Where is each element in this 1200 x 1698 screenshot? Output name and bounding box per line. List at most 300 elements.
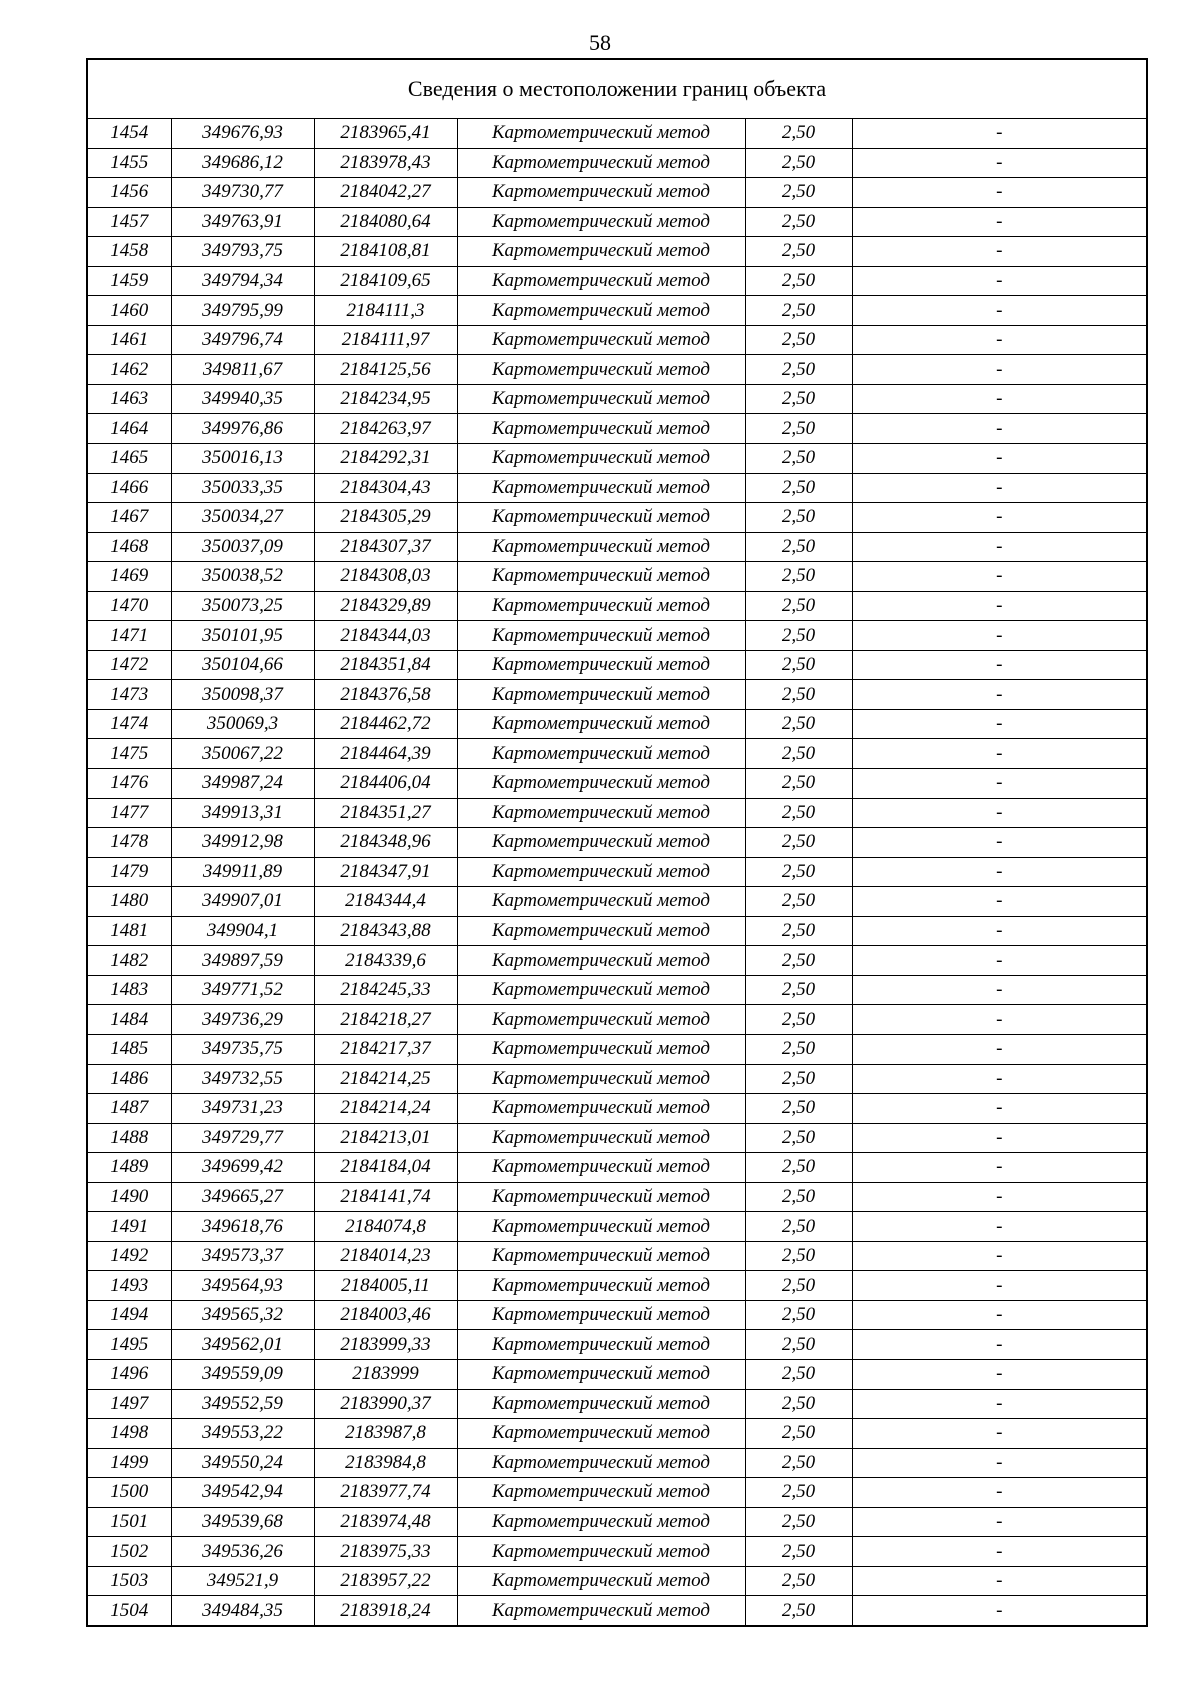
cell-coordinate-y: 2184141,74 bbox=[314, 1182, 457, 1212]
cell-method: Картометрический метод bbox=[457, 1241, 745, 1271]
cell-method: Картометрический метод bbox=[457, 591, 745, 621]
table-row bbox=[87, 119, 1147, 149]
cell-accuracy: 2,50 bbox=[745, 1241, 852, 1271]
cell-coordinate-x: 349763,91 bbox=[171, 207, 314, 237]
cell-method: Картометрический метод bbox=[457, 1300, 745, 1330]
cell-method: Картометрический метод bbox=[457, 769, 745, 799]
cell-method: Картометрический метод bbox=[457, 916, 745, 946]
cell-description: - bbox=[852, 1389, 1147, 1419]
cell-coordinate-y: 2184245,33 bbox=[314, 975, 457, 1005]
cell-description: - bbox=[852, 296, 1147, 326]
cell-coordinate-y: 2184214,24 bbox=[314, 1094, 457, 1124]
cell-description: - bbox=[852, 178, 1147, 208]
cell-accuracy: 2,50 bbox=[745, 1507, 852, 1537]
cell-description: - bbox=[852, 119, 1147, 149]
cell-method: Картометрический метод bbox=[457, 119, 745, 149]
cell-description: - bbox=[852, 975, 1147, 1005]
cell-point-number: 1464 bbox=[87, 414, 171, 444]
cell-coordinate-x: 349794,34 bbox=[171, 266, 314, 296]
cell-accuracy: 2,50 bbox=[745, 207, 852, 237]
table-row bbox=[87, 1241, 1147, 1271]
cell-description: - bbox=[852, 1034, 1147, 1064]
cell-coordinate-y: 2184074,8 bbox=[314, 1212, 457, 1242]
table-row bbox=[87, 1330, 1147, 1360]
cell-description: - bbox=[852, 591, 1147, 621]
cell-method: Картометрический метод bbox=[457, 503, 745, 533]
table-row bbox=[87, 325, 1147, 355]
cell-method: Картометрический метод bbox=[457, 1448, 745, 1478]
cell-description: - bbox=[852, 1507, 1147, 1537]
cell-point-number: 1477 bbox=[87, 798, 171, 828]
cell-point-number: 1460 bbox=[87, 296, 171, 326]
cell-coordinate-y: 2183978,43 bbox=[314, 148, 457, 178]
cell-coordinate-y: 2184003,46 bbox=[314, 1300, 457, 1330]
table-row bbox=[87, 414, 1147, 444]
cell-method: Картометрический метод bbox=[457, 946, 745, 976]
cell-description: - bbox=[852, 503, 1147, 533]
cell-coordinate-y: 2184347,91 bbox=[314, 857, 457, 887]
cell-method: Картометрический метод bbox=[457, 1064, 745, 1094]
cell-description: - bbox=[852, 1419, 1147, 1449]
cell-description: - bbox=[852, 1359, 1147, 1389]
cell-method: Картометрический метод bbox=[457, 562, 745, 592]
table-row bbox=[87, 680, 1147, 710]
cell-method: Картометрический метод bbox=[457, 1271, 745, 1301]
cell-method: Картометрический метод bbox=[457, 1359, 745, 1389]
cell-description: - bbox=[852, 621, 1147, 651]
cell-accuracy: 2,50 bbox=[745, 1389, 852, 1419]
table-row bbox=[87, 798, 1147, 828]
table-row bbox=[87, 650, 1147, 680]
cell-method: Картометрический метод bbox=[457, 1094, 745, 1124]
cell-method: Картометрический метод bbox=[457, 709, 745, 739]
cell-coordinate-x: 349553,22 bbox=[171, 1419, 314, 1449]
cell-coordinate-x: 350038,52 bbox=[171, 562, 314, 592]
cell-coordinate-y: 2184344,03 bbox=[314, 621, 457, 651]
cell-coordinate-x: 349542,94 bbox=[171, 1478, 314, 1508]
cell-description: - bbox=[852, 1064, 1147, 1094]
cell-point-number: 1488 bbox=[87, 1123, 171, 1153]
table-row bbox=[87, 503, 1147, 533]
cell-coordinate-y: 2184263,97 bbox=[314, 414, 457, 444]
table-row bbox=[87, 1359, 1147, 1389]
cell-accuracy: 2,50 bbox=[745, 148, 852, 178]
cell-coordinate-y: 2184213,01 bbox=[314, 1123, 457, 1153]
cell-coordinate-x: 350067,22 bbox=[171, 739, 314, 769]
cell-method: Картометрический метод bbox=[457, 1566, 745, 1596]
table-row bbox=[87, 1448, 1147, 1478]
cell-coordinate-y: 2183999,33 bbox=[314, 1330, 457, 1360]
cell-accuracy: 2,50 bbox=[745, 857, 852, 887]
cell-coordinate-x: 349562,01 bbox=[171, 1330, 314, 1360]
cell-coordinate-y: 2183957,22 bbox=[314, 1566, 457, 1596]
cell-point-number: 1474 bbox=[87, 709, 171, 739]
cell-coordinate-x: 349732,55 bbox=[171, 1064, 314, 1094]
cell-coordinate-y: 2184464,39 bbox=[314, 739, 457, 769]
cell-point-number: 1468 bbox=[87, 532, 171, 562]
cell-description: - bbox=[852, 1448, 1147, 1478]
cell-method: Картометрический метод bbox=[457, 1389, 745, 1419]
cell-point-number: 1495 bbox=[87, 1330, 171, 1360]
cell-accuracy: 2,50 bbox=[745, 266, 852, 296]
cell-accuracy: 2,50 bbox=[745, 946, 852, 976]
cell-point-number: 1455 bbox=[87, 148, 171, 178]
cell-accuracy: 2,50 bbox=[745, 1566, 852, 1596]
cell-coordinate-y: 2183977,74 bbox=[314, 1478, 457, 1508]
cell-coordinate-x: 349904,1 bbox=[171, 916, 314, 946]
cell-coordinate-y: 2184292,31 bbox=[314, 444, 457, 474]
cell-method: Картометрический метод bbox=[457, 975, 745, 1005]
cell-point-number: 1481 bbox=[87, 916, 171, 946]
cell-accuracy: 2,50 bbox=[745, 414, 852, 444]
cell-point-number: 1454 bbox=[87, 119, 171, 149]
cell-method: Картометрический метод bbox=[457, 1123, 745, 1153]
table-row bbox=[87, 1123, 1147, 1153]
cell-point-number: 1462 bbox=[87, 355, 171, 385]
cell-coordinate-x: 350101,95 bbox=[171, 621, 314, 651]
cell-accuracy: 2,50 bbox=[745, 532, 852, 562]
cell-point-number: 1504 bbox=[87, 1596, 171, 1626]
cell-coordinate-y: 2184080,64 bbox=[314, 207, 457, 237]
cell-coordinate-x: 349550,24 bbox=[171, 1448, 314, 1478]
cell-description: - bbox=[852, 739, 1147, 769]
cell-coordinate-y: 2183965,41 bbox=[314, 119, 457, 149]
table-row bbox=[87, 1034, 1147, 1064]
cell-point-number: 1501 bbox=[87, 1507, 171, 1537]
cell-description: - bbox=[852, 1212, 1147, 1242]
cell-method: Картометрический метод bbox=[457, 414, 745, 444]
table-row bbox=[87, 473, 1147, 503]
cell-point-number: 1466 bbox=[87, 473, 171, 503]
cell-point-number: 1503 bbox=[87, 1566, 171, 1596]
cell-description: - bbox=[852, 650, 1147, 680]
cell-coordinate-y: 2184339,6 bbox=[314, 946, 457, 976]
cell-accuracy: 2,50 bbox=[745, 1212, 852, 1242]
table-row bbox=[87, 769, 1147, 799]
cell-method: Картометрический метод bbox=[457, 266, 745, 296]
cell-description: - bbox=[852, 444, 1147, 474]
cell-accuracy: 2,50 bbox=[745, 562, 852, 592]
cell-coordinate-y: 2183974,48 bbox=[314, 1507, 457, 1537]
table-row bbox=[87, 828, 1147, 858]
cell-coordinate-x: 349521,9 bbox=[171, 1566, 314, 1596]
cell-accuracy: 2,50 bbox=[745, 325, 852, 355]
cell-point-number: 1490 bbox=[87, 1182, 171, 1212]
cell-point-number: 1463 bbox=[87, 384, 171, 414]
cell-coordinate-x: 349987,24 bbox=[171, 769, 314, 799]
cell-coordinate-x: 349976,86 bbox=[171, 414, 314, 444]
cell-description: - bbox=[852, 207, 1147, 237]
cell-coordinate-y: 2184304,43 bbox=[314, 473, 457, 503]
cell-coordinate-x: 349795,99 bbox=[171, 296, 314, 326]
cell-point-number: 1476 bbox=[87, 769, 171, 799]
cell-accuracy: 2,50 bbox=[745, 680, 852, 710]
table-row bbox=[87, 355, 1147, 385]
cell-method: Картометрический метод bbox=[457, 798, 745, 828]
cell-description: - bbox=[852, 148, 1147, 178]
cell-accuracy: 2,50 bbox=[745, 1153, 852, 1183]
cell-description: - bbox=[852, 916, 1147, 946]
cell-method: Картометрический метод bbox=[457, 1537, 745, 1567]
cell-accuracy: 2,50 bbox=[745, 1300, 852, 1330]
cell-accuracy: 2,50 bbox=[745, 1448, 852, 1478]
cell-accuracy: 2,50 bbox=[745, 237, 852, 267]
cell-coordinate-x: 349912,98 bbox=[171, 828, 314, 858]
cell-point-number: 1480 bbox=[87, 887, 171, 917]
table-row bbox=[87, 887, 1147, 917]
table-row bbox=[87, 1596, 1147, 1626]
table-row bbox=[87, 916, 1147, 946]
table-row bbox=[87, 857, 1147, 887]
cell-description: - bbox=[852, 325, 1147, 355]
cell-point-number: 1485 bbox=[87, 1034, 171, 1064]
table-row bbox=[87, 739, 1147, 769]
cell-coordinate-x: 349811,67 bbox=[171, 355, 314, 385]
cell-coordinate-x: 350069,3 bbox=[171, 709, 314, 739]
cell-coordinate-y: 2184462,72 bbox=[314, 709, 457, 739]
cell-coordinate-y: 2183990,37 bbox=[314, 1389, 457, 1419]
cell-method: Картометрический метод bbox=[457, 887, 745, 917]
cell-description: - bbox=[852, 769, 1147, 799]
cell-description: - bbox=[852, 680, 1147, 710]
cell-point-number: 1489 bbox=[87, 1153, 171, 1183]
cell-accuracy: 2,50 bbox=[745, 916, 852, 946]
cell-coordinate-y: 2184343,88 bbox=[314, 916, 457, 946]
cell-coordinate-x: 349484,35 bbox=[171, 1596, 314, 1626]
cell-point-number: 1502 bbox=[87, 1537, 171, 1567]
cell-coordinate-x: 350016,13 bbox=[171, 444, 314, 474]
cell-coordinate-y: 2184305,29 bbox=[314, 503, 457, 533]
cell-description: - bbox=[852, 532, 1147, 562]
cell-coordinate-y: 2184348,96 bbox=[314, 828, 457, 858]
cell-description: - bbox=[852, 414, 1147, 444]
cell-description: - bbox=[852, 1566, 1147, 1596]
cell-coordinate-x: 349699,42 bbox=[171, 1153, 314, 1183]
cell-method: Картометрический метод bbox=[457, 621, 745, 651]
cell-method: Картометрический метод bbox=[457, 207, 745, 237]
cell-coordinate-x: 350037,09 bbox=[171, 532, 314, 562]
cell-point-number: 1471 bbox=[87, 621, 171, 651]
cell-accuracy: 2,50 bbox=[745, 119, 852, 149]
cell-description: - bbox=[852, 1094, 1147, 1124]
cell-description: - bbox=[852, 887, 1147, 917]
table-row bbox=[87, 207, 1147, 237]
cell-point-number: 1483 bbox=[87, 975, 171, 1005]
cell-method: Картометрический метод bbox=[457, 237, 745, 267]
cell-coordinate-y: 2184329,89 bbox=[314, 591, 457, 621]
cell-coordinate-y: 2183987,8 bbox=[314, 1419, 457, 1449]
cell-coordinate-y: 2183999 bbox=[314, 1359, 457, 1389]
cell-point-number: 1459 bbox=[87, 266, 171, 296]
cell-accuracy: 2,50 bbox=[745, 1596, 852, 1626]
cell-description: - bbox=[852, 1005, 1147, 1035]
cell-coordinate-y: 2184344,4 bbox=[314, 887, 457, 917]
cell-coordinate-y: 2183984,8 bbox=[314, 1448, 457, 1478]
cell-coordinate-y: 2184111,97 bbox=[314, 325, 457, 355]
cell-coordinate-x: 349552,59 bbox=[171, 1389, 314, 1419]
cell-description: - bbox=[852, 798, 1147, 828]
cell-coordinate-y: 2184125,56 bbox=[314, 355, 457, 385]
table-row bbox=[87, 178, 1147, 208]
cell-coordinate-y: 2183975,33 bbox=[314, 1537, 457, 1567]
cell-coordinate-x: 349729,77 bbox=[171, 1123, 314, 1153]
cell-coordinate-x: 349564,93 bbox=[171, 1271, 314, 1301]
cell-description: - bbox=[852, 1182, 1147, 1212]
table-row bbox=[87, 562, 1147, 592]
cell-method: Картометрический метод bbox=[457, 680, 745, 710]
table-row bbox=[87, 1507, 1147, 1537]
cell-description: - bbox=[852, 1153, 1147, 1183]
cell-coordinate-x: 349911,89 bbox=[171, 857, 314, 887]
cell-point-number: 1472 bbox=[87, 650, 171, 680]
cell-method: Картометрический метод bbox=[457, 1034, 745, 1064]
cell-coordinate-x: 349539,68 bbox=[171, 1507, 314, 1537]
table-title-row bbox=[87, 59, 1147, 119]
cell-coordinate-y: 2183918,24 bbox=[314, 1596, 457, 1626]
table-row bbox=[87, 1005, 1147, 1035]
table-row bbox=[87, 532, 1147, 562]
cell-coordinate-x: 349676,93 bbox=[171, 119, 314, 149]
cell-coordinate-x: 349913,31 bbox=[171, 798, 314, 828]
cell-coordinate-y: 2184308,03 bbox=[314, 562, 457, 592]
cell-accuracy: 2,50 bbox=[745, 975, 852, 1005]
cell-description: - bbox=[852, 857, 1147, 887]
table-row bbox=[87, 1537, 1147, 1567]
table-row bbox=[87, 444, 1147, 474]
cell-method: Картометрический метод bbox=[457, 650, 745, 680]
cell-description: - bbox=[852, 266, 1147, 296]
cell-accuracy: 2,50 bbox=[745, 739, 852, 769]
table-row bbox=[87, 237, 1147, 267]
cell-accuracy: 2,50 bbox=[745, 621, 852, 651]
cell-description: - bbox=[852, 384, 1147, 414]
cell-point-number: 1473 bbox=[87, 680, 171, 710]
cell-coordinate-y: 2184376,58 bbox=[314, 680, 457, 710]
cell-accuracy: 2,50 bbox=[745, 828, 852, 858]
table-row bbox=[87, 1419, 1147, 1449]
cell-coordinate-x: 350073,25 bbox=[171, 591, 314, 621]
cell-method: Картометрический метод bbox=[457, 1596, 745, 1626]
cell-coordinate-y: 2184234,95 bbox=[314, 384, 457, 414]
cell-accuracy: 2,50 bbox=[745, 178, 852, 208]
cell-coordinate-y: 2184351,27 bbox=[314, 798, 457, 828]
table-row bbox=[87, 621, 1147, 651]
cell-coordinate-y: 2184109,65 bbox=[314, 266, 457, 296]
cell-method: Картометрический метод bbox=[457, 296, 745, 326]
cell-point-number: 1499 bbox=[87, 1448, 171, 1478]
table-row bbox=[87, 1478, 1147, 1508]
cell-method: Картометрический метод bbox=[457, 444, 745, 474]
cell-coordinate-x: 349907,01 bbox=[171, 887, 314, 917]
cell-accuracy: 2,50 bbox=[745, 1359, 852, 1389]
cell-accuracy: 2,50 bbox=[745, 444, 852, 474]
cell-point-number: 1467 bbox=[87, 503, 171, 533]
cell-coordinate-x: 349796,74 bbox=[171, 325, 314, 355]
cell-method: Картометрический метод bbox=[457, 473, 745, 503]
cell-accuracy: 2,50 bbox=[745, 1330, 852, 1360]
cell-accuracy: 2,50 bbox=[745, 709, 852, 739]
cell-coordinate-y: 2184307,37 bbox=[314, 532, 457, 562]
cell-method: Картометрический метод bbox=[457, 739, 745, 769]
cell-description: - bbox=[852, 1330, 1147, 1360]
cell-coordinate-x: 349730,77 bbox=[171, 178, 314, 208]
cell-description: - bbox=[852, 1271, 1147, 1301]
cell-coordinate-x: 349573,37 bbox=[171, 1241, 314, 1271]
table-row bbox=[87, 591, 1147, 621]
cell-point-number: 1469 bbox=[87, 562, 171, 592]
cell-accuracy: 2,50 bbox=[745, 1537, 852, 1567]
cell-accuracy: 2,50 bbox=[745, 591, 852, 621]
cell-method: Картометрический метод bbox=[457, 1005, 745, 1035]
cell-description: - bbox=[852, 828, 1147, 858]
table-row bbox=[87, 1212, 1147, 1242]
cell-description: - bbox=[852, 946, 1147, 976]
cell-coordinate-x: 349731,23 bbox=[171, 1094, 314, 1124]
cell-point-number: 1457 bbox=[87, 207, 171, 237]
cell-description: - bbox=[852, 562, 1147, 592]
cell-coordinate-x: 349793,75 bbox=[171, 237, 314, 267]
cell-coordinate-x: 350098,37 bbox=[171, 680, 314, 710]
cell-point-number: 1456 bbox=[87, 178, 171, 208]
cell-method: Картометрический метод bbox=[457, 325, 745, 355]
table-row bbox=[87, 1094, 1147, 1124]
cell-coordinate-y: 2184005,11 bbox=[314, 1271, 457, 1301]
cell-method: Картометрический метод bbox=[457, 1153, 745, 1183]
cell-accuracy: 2,50 bbox=[745, 296, 852, 326]
cell-accuracy: 2,50 bbox=[745, 473, 852, 503]
cell-accuracy: 2,50 bbox=[745, 1005, 852, 1035]
table-row bbox=[87, 266, 1147, 296]
cell-accuracy: 2,50 bbox=[745, 503, 852, 533]
cell-method: Картометрический метод bbox=[457, 532, 745, 562]
cell-coordinate-x: 349940,35 bbox=[171, 384, 314, 414]
cell-point-number: 1479 bbox=[87, 857, 171, 887]
cell-method: Картометрический метод bbox=[457, 1507, 745, 1537]
cell-accuracy: 2,50 bbox=[745, 384, 852, 414]
cell-coordinate-y: 2184184,04 bbox=[314, 1153, 457, 1183]
cell-method: Картометрический метод bbox=[457, 148, 745, 178]
table-row bbox=[87, 1566, 1147, 1596]
cell-coordinate-y: 2184351,84 bbox=[314, 650, 457, 680]
table-row bbox=[87, 1271, 1147, 1301]
table-row bbox=[87, 709, 1147, 739]
cell-method: Картометрический метод bbox=[457, 857, 745, 887]
cell-coordinate-y: 2184406,04 bbox=[314, 769, 457, 799]
table-row bbox=[87, 1182, 1147, 1212]
cell-method: Картометрический метод bbox=[457, 1330, 745, 1360]
cell-point-number: 1491 bbox=[87, 1212, 171, 1242]
cell-description: - bbox=[852, 355, 1147, 385]
table-row bbox=[87, 1300, 1147, 1330]
cell-accuracy: 2,50 bbox=[745, 1182, 852, 1212]
cell-accuracy: 2,50 bbox=[745, 650, 852, 680]
cell-coordinate-x: 349897,59 bbox=[171, 946, 314, 976]
table-row bbox=[87, 296, 1147, 326]
cell-coordinate-x: 349618,76 bbox=[171, 1212, 314, 1242]
cell-coordinate-x: 349735,75 bbox=[171, 1034, 314, 1064]
cell-point-number: 1465 bbox=[87, 444, 171, 474]
cell-method: Картометрический метод bbox=[457, 355, 745, 385]
cell-point-number: 1497 bbox=[87, 1389, 171, 1419]
cell-coordinate-y: 2184217,37 bbox=[314, 1034, 457, 1064]
cell-accuracy: 2,50 bbox=[745, 1419, 852, 1449]
cell-accuracy: 2,50 bbox=[745, 1094, 852, 1124]
cell-point-number: 1498 bbox=[87, 1419, 171, 1449]
cell-point-number: 1484 bbox=[87, 1005, 171, 1035]
table-row bbox=[87, 1064, 1147, 1094]
cell-point-number: 1496 bbox=[87, 1359, 171, 1389]
cell-description: - bbox=[852, 709, 1147, 739]
